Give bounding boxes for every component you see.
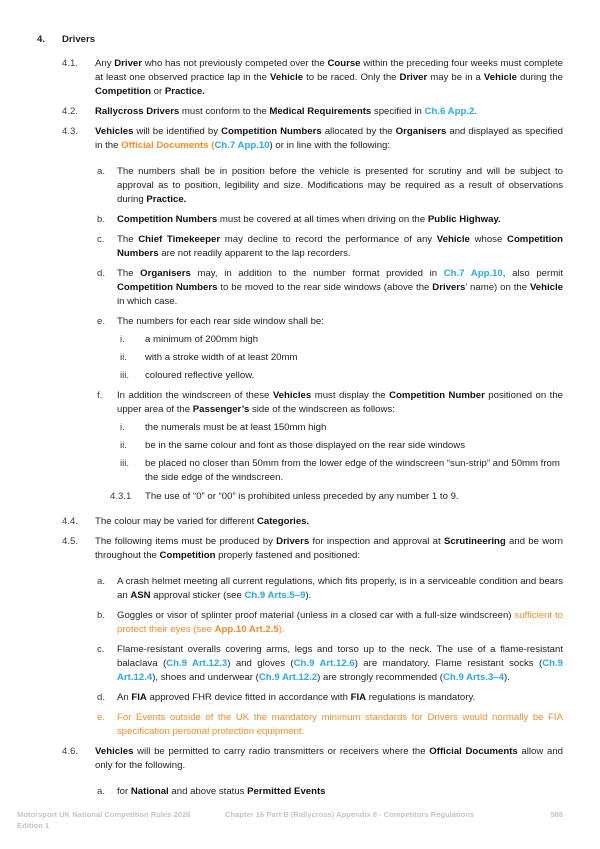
text-run: specified in (371, 106, 425, 117)
text-run: during the (516, 72, 563, 83)
defined-term: Scrutineering (443, 536, 506, 547)
clause-text (145, 333, 563, 347)
cross-reference-link[interactable]: Ch.7 App.10 (214, 140, 270, 151)
text-run: will be identified by (133, 126, 222, 137)
clause-text (117, 711, 563, 739)
defined-term: Official Documents (429, 746, 518, 757)
sub-clause (0, 575, 600, 603)
text-run: and be worn throughout the (95, 536, 564, 561)
text-run: The use of “0” or “00” is prohibited unless preceded by any number 1 to 9. (145, 491, 459, 502)
text-run: . (474, 106, 477, 117)
defined-term: Vehicles (95, 746, 134, 757)
defined-term: Course (327, 58, 361, 69)
clause-text (117, 213, 563, 227)
cross-reference-link[interactable]: Ch.9 Art.12.6 (293, 658, 355, 669)
text-run: allocated by the (321, 126, 396, 137)
clause (0, 515, 600, 529)
cross-reference-link[interactable]: Ch.9 Art.12.2 (258, 672, 318, 683)
sub-clause (0, 165, 600, 207)
section-heading (0, 33, 600, 47)
text-run: regulations is mandatory. (366, 692, 476, 703)
clause-number: a. (97, 576, 106, 587)
text-run: The following items must be produced by (95, 536, 277, 547)
clause-number: 4.6. (62, 746, 79, 757)
defined-term: Vehicles (95, 126, 134, 137)
defined-term: Drivers (276, 536, 310, 547)
text-run: Official Documents (121, 140, 209, 151)
defined-term: Competition Numbers (117, 234, 563, 259)
text-run: ) or in line with the following: (269, 140, 391, 151)
sub-clause (0, 389, 600, 417)
clause (0, 125, 600, 153)
text-run: must be covered at all times when driving on the (217, 214, 428, 225)
text-run: may decline to record the performance of any (220, 234, 437, 245)
sub-clause (0, 643, 600, 685)
clause-text (117, 165, 563, 207)
clause-text (95, 125, 563, 153)
defined-term: Categories. (256, 516, 310, 527)
defined-term: Driver (114, 58, 142, 69)
clause (0, 535, 600, 563)
clause-text (117, 233, 563, 261)
defined-term: FIA (131, 692, 147, 703)
clause-text (95, 515, 563, 529)
text-run: with a stroke width of at least 20mm (145, 352, 298, 363)
text-run: in which case. (117, 296, 178, 307)
text-run: ). (503, 672, 510, 683)
defined-term: Passenger’s (192, 404, 250, 415)
clause-text (145, 351, 563, 365)
clause-number: i. (120, 334, 125, 345)
cross-reference-link[interactable]: Ch.9 Art.12.4 (117, 658, 564, 683)
text-run: For Events outside of the UK the mandatory minimum standards for Drivers would normally be FIA specification personal protection equipment. (117, 712, 563, 737)
text-run: App.10 Art.2.5 (214, 624, 279, 635)
text-run: a minimum of 200mm high (145, 334, 259, 345)
sub-clause (0, 351, 600, 365)
defined-term: Vehicles (272, 390, 312, 401)
footer-chapter: Chapter 16 Part B (Rallycross) Appendix 8 - Competitors Regulations (225, 810, 475, 819)
text-run: positioned on the upper area of the (117, 390, 563, 415)
defined-term: Organisers (395, 126, 447, 137)
clause-number: d. (97, 692, 106, 703)
text-run: and displayed as specified in the (95, 126, 563, 151)
cross-reference-link[interactable]: Ch.9 Arts.5–9 (244, 590, 306, 601)
defined-term: Competition Numbers (117, 282, 218, 293)
text-run: ). (278, 624, 285, 635)
clause-number: e. (97, 316, 106, 327)
clause-number: i. (120, 422, 125, 433)
text-run: for inspection and approval at (309, 536, 444, 547)
cross-reference-link[interactable]: Ch.9 Art.12.3 (166, 658, 228, 669)
defined-term: Medical Requirements (269, 106, 372, 117)
defined-term: National (130, 786, 169, 797)
text-run: approved FHR device fitted in accordance with (146, 692, 351, 703)
text-run: to be moved to the rear side windows (above the (217, 282, 433, 293)
defined-term: ASN (130, 590, 151, 601)
text-run: Flame-resistant overalls covering arms, legs and torso up to the neck. The use of a flame-resistant balaclava ( (117, 644, 563, 669)
sub-clause (0, 439, 600, 453)
defined-term: Competition (95, 86, 151, 97)
clause-number: 4.1. (62, 58, 79, 69)
sub-clause (0, 609, 600, 637)
clause-text (95, 57, 563, 99)
text-run: The (117, 268, 141, 279)
text-run: the numerals must be at least 150mm high (145, 422, 327, 433)
clause (0, 105, 600, 119)
clause-number: iii. (120, 458, 130, 469)
sub-clause (0, 711, 600, 739)
text-run: ), shoes and underwear ( (152, 672, 259, 683)
clause-text (145, 439, 563, 453)
clause-text (117, 575, 563, 603)
text-run: must conform to the (179, 106, 270, 117)
text-run: be placed no closer than 50mm from the lower edge of the windscreen “sun-strip” and 50mm from the side edge of the windscreen. (145, 458, 560, 483)
text-run: whose (469, 234, 508, 245)
defined-term: Public Highway. (427, 214, 501, 225)
defined-term: Vehicle (436, 234, 470, 245)
text-run: Drivers (62, 34, 96, 45)
clause-text (95, 105, 563, 119)
text-run: ( (208, 140, 215, 151)
clause-text (117, 785, 563, 799)
text-run: may, in addition to the number format provided in (190, 268, 444, 279)
text-run: properly fastened and positioned: (215, 550, 361, 561)
footer-publication-title: Motorsport UK National Competition Rules 2026 (17, 810, 191, 819)
clause-text (95, 745, 563, 773)
regulations-section (0, 33, 600, 799)
clause-number: ii. (120, 440, 127, 451)
clause-number: e. (97, 712, 106, 723)
text-run: ) are strongly recommended ( (317, 672, 443, 683)
clause-number: a. (97, 786, 106, 797)
clause-number: d. (97, 268, 106, 279)
text-run: Goggles or visor of splinter proof material (unless in a closed car with a full-size windscreen) (117, 610, 515, 621)
text-run: approval sticker (see (150, 590, 245, 601)
clause-number: f. (97, 390, 103, 401)
sub-clause (0, 691, 600, 705)
clause-text (145, 490, 563, 504)
text-run: The numbers shall be in position before the vehicle is presented for scrutiny and will be subject to approval as to position, legibility and size. Modifications may be required as a result of observations during (117, 166, 563, 205)
text-run: An (117, 692, 132, 703)
text-run: coloured reflective yellow. (145, 370, 255, 381)
clause-text (117, 643, 563, 685)
text-run: , also permit (502, 268, 563, 279)
footer-publication (17, 810, 217, 831)
text-run: to be raced. Only the (303, 72, 400, 83)
text-run: allow and only for the following. (95, 746, 563, 771)
text-run: for (117, 786, 131, 797)
text-run: may be in a (427, 72, 484, 83)
text-run: be in the same colour and font as those displayed on the rear side windows (145, 440, 465, 451)
sub-clause (0, 369, 600, 383)
sub-clause (0, 421, 600, 435)
text-run: ). (305, 590, 312, 601)
text-run: will be permitted to carry radio transmitters or receivers where the (133, 746, 430, 757)
text-run: side of the windscreen as follows: (249, 404, 395, 415)
cross-reference-link[interactable]: Ch.9 Arts.3–4 (443, 672, 504, 683)
text-run: ) are mandatory. Flame resistant socks ( (354, 658, 543, 669)
text-run: In addition the windscreen of these (117, 390, 273, 401)
clause-number: c. (97, 644, 105, 655)
sub-clause (0, 267, 600, 309)
defined-term: Permitted Events (247, 786, 326, 797)
clause-number: 4.4. (62, 516, 79, 527)
sub-clause (0, 457, 600, 485)
text-run: who has not previously competed over the (141, 58, 328, 69)
sub-clause (0, 333, 600, 347)
defined-term: Rallycross Drivers (95, 106, 180, 117)
text-run: Any (95, 58, 115, 69)
text-run: and above status (168, 786, 248, 797)
sub-clause (0, 785, 600, 799)
text-run: within the preceding four weeks must complete at least one observed practice lap in the (95, 58, 563, 83)
defined-term: Practice. (146, 194, 187, 205)
text-run: The numbers for each rear side window shall be: (117, 316, 324, 327)
defined-term: Practice. (164, 86, 205, 97)
text-run: are not readily apparent to the lap recorders. (158, 248, 351, 259)
defined-term: Drivers (432, 282, 466, 293)
clause-text (145, 457, 563, 485)
defined-term: Competition (159, 550, 216, 561)
clause-text (62, 33, 562, 47)
text-run: or (150, 86, 165, 97)
defined-term: Chief Timekeeper (138, 234, 221, 245)
clause-number: 4.2. (62, 106, 79, 117)
cross-reference-link[interactable]: Ch.7 App.10 (443, 268, 503, 279)
clause-text (117, 609, 563, 637)
defined-term: Competition Numbers (117, 214, 218, 225)
text-run: The colour may be varied for different (95, 516, 257, 527)
text-run: must display the (311, 390, 390, 401)
clause-number: 4.5. (62, 536, 79, 547)
footer-edition: Edition 1 (17, 820, 50, 830)
defined-term: Competition Number (389, 390, 485, 401)
clause-text (145, 369, 563, 383)
clause-number: 4.3. (62, 126, 79, 137)
cross-reference-link[interactable]: Ch.6 App.2 (424, 106, 475, 117)
clause-text (145, 421, 563, 435)
sub-clause (0, 315, 600, 329)
defined-term: Competition Numbers (221, 126, 322, 137)
clause-number: 4. (37, 34, 46, 45)
text-run: A crash helmet meeting all current regulations, which fits properly, is in a serviceable condition and bears an (117, 576, 563, 601)
clause-number: b. (97, 610, 106, 621)
defined-term: Vehicle (529, 282, 564, 293)
clause-number: c. (97, 234, 105, 245)
clause-text (117, 267, 563, 309)
clause-number: a. (97, 166, 106, 177)
sub-clause (0, 213, 600, 227)
clause-text (117, 389, 563, 417)
text-run: ) and gloves ( (227, 658, 294, 669)
clause-number: ii. (120, 352, 127, 363)
clause-number: b. (97, 214, 106, 225)
page-number: 588 (550, 810, 563, 819)
text-run: sufficient to protect their eyes (see (117, 610, 563, 635)
defined-term: Driver (399, 72, 428, 83)
defined-term: FIA (350, 692, 367, 703)
defined-term: Organisers (140, 268, 191, 279)
clause-number: 4.3.1 (110, 491, 132, 502)
clause (0, 490, 600, 504)
text-run: The (117, 234, 139, 245)
defined-term: Vehicle (270, 72, 304, 83)
defined-term: Vehicle (483, 72, 517, 83)
clause-text (117, 691, 563, 705)
clause (0, 57, 600, 99)
clause-text (95, 535, 563, 563)
clause-text (117, 315, 563, 329)
text-run: ’ name) on the (465, 282, 530, 293)
clause-number: iii. (120, 370, 130, 381)
sub-clause (0, 233, 600, 261)
clause (0, 745, 600, 773)
